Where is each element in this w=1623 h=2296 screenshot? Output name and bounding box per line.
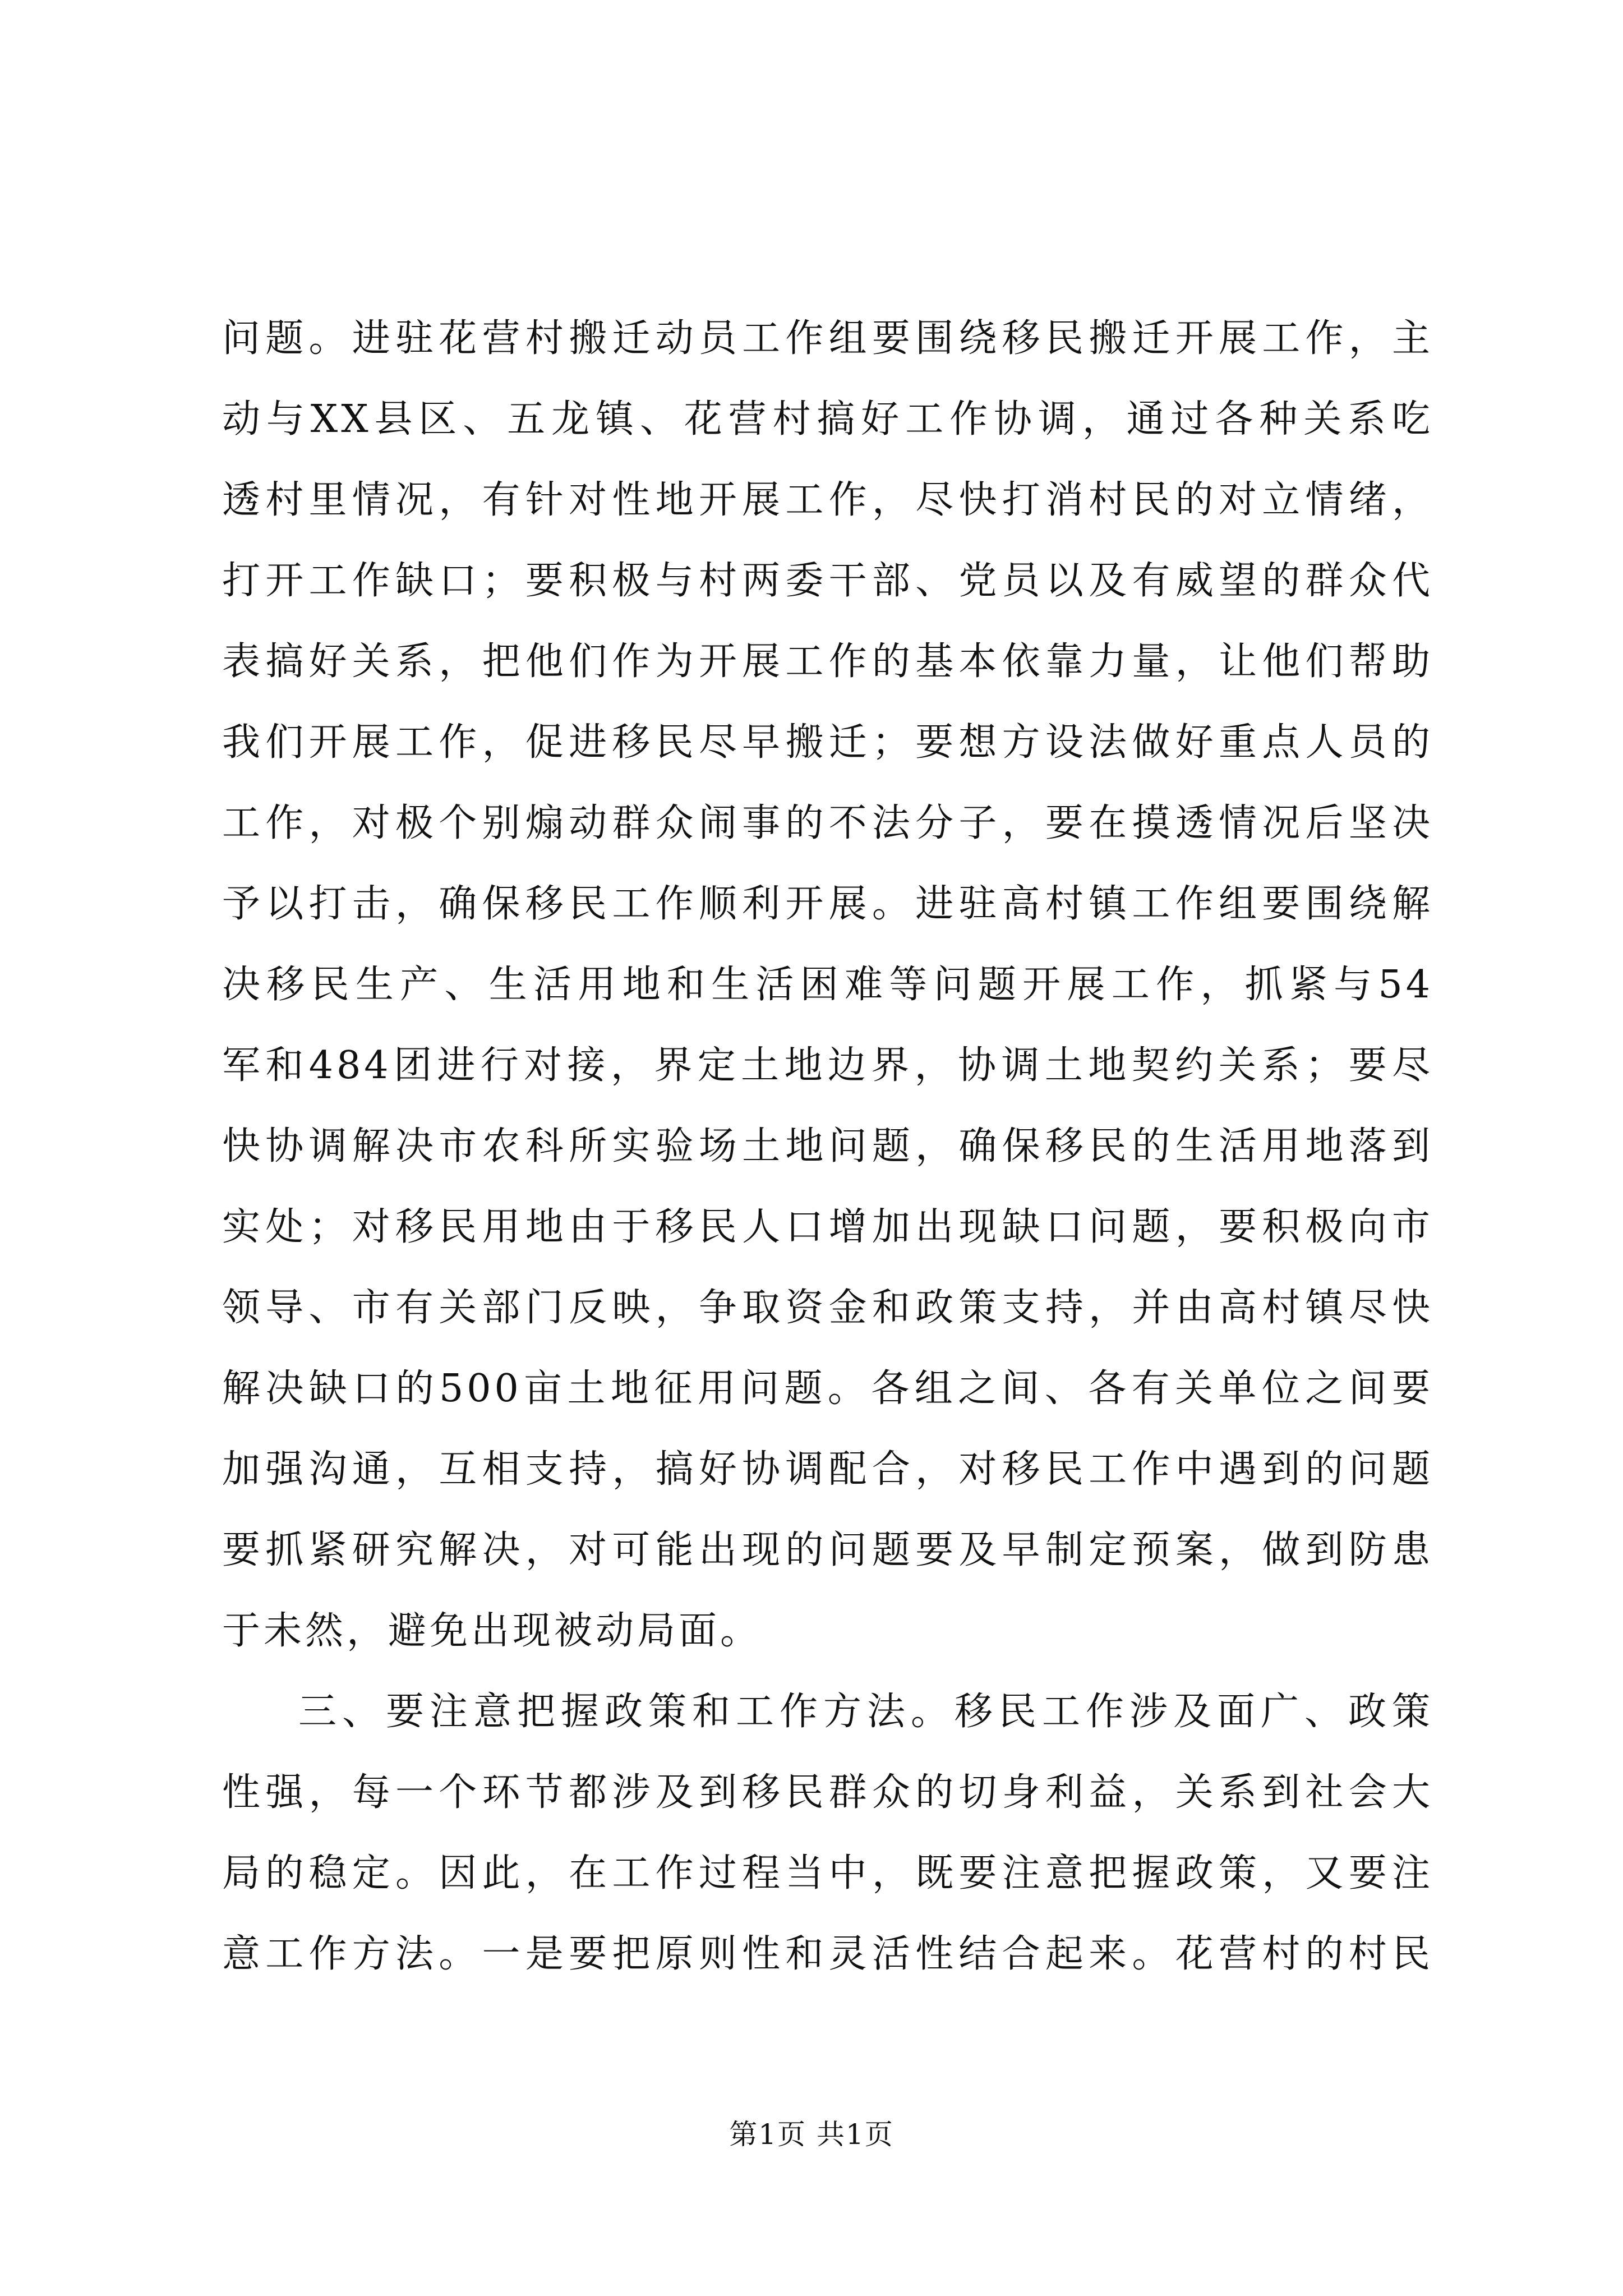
text-line: 我们开展工作，促进移民尽早搬迁；要想方设法做好重点人员的 — [222, 720, 1433, 765]
section-heading-line: 三、要注意把握政策和工作方法。移民工作涉及面广、政策 — [298, 1690, 1433, 1734]
text-line: 动与XX县区、五龙镇、花营村搞好工作协调，通过各种关系吃 — [222, 397, 1433, 441]
text-line: 实处；对移民用地由于移民人口增加出现缺口问题，要积极向市 — [222, 1205, 1433, 1249]
text-line: 表搞好关系，把他们作为开展工作的基本依靠力量，让他们帮助 — [222, 639, 1433, 684]
text-line: 意工作方法。一是要把原则性和灵活性结合起来。花营村的村民 — [222, 1932, 1433, 1976]
text-line: 决移民生产、生活用地和生活困难等问题开展工作，抓紧与54 — [222, 963, 1433, 1007]
text-line: 透村里情况，有针对性地开展工作，尽快打消村民的对立情绪， — [222, 478, 1433, 522]
text-line: 打开工作缺口；要积极与村两委干部、党员以及有威望的群众代 — [222, 559, 1433, 603]
page-number: 第1页 共1页 — [729, 2118, 894, 2151]
paragraph-end-line: 于未然，避免出现被动局面。 — [222, 1609, 762, 1653]
text-line: 予以打击，确保移民工作顺利开展。进驻高村镇工作组要围绕解 — [222, 882, 1433, 926]
text-line: 解决缺口的500亩土地征用问题。各组之间、各有关单位之间要 — [222, 1366, 1433, 1411]
text-line: 要抓紧研究解决，对可能出现的问题要及早制定预案，做到防患 — [222, 1528, 1433, 1572]
text-line: 局的稳定。因此，在工作过程当中，既要注意把握政策，又要注 — [222, 1851, 1433, 1895]
text-line: 快协调解决市农科所实验场土地问题，确保移民的生活用地落到 — [222, 1124, 1433, 1168]
text-line: 问题。进驻花营村搬迁动员工作组要围绕移民搬迁开展工作，主 — [222, 316, 1433, 361]
text-line: 领导、市有关部门反映，争取资金和政策支持，并由高村镇尽快 — [222, 1286, 1433, 1330]
text-line: 性强，每一个环节都涉及到移民群众的切身利益，关系到社会大 — [222, 1770, 1433, 1815]
page-footer — [0, 2118, 1623, 2151]
text-line: 加强沟通，互相支持，搞好协调配合，对移民工作中遇到的问题 — [222, 1447, 1433, 1492]
text-line: 工作，对极个别煽动群众闹事的不法分子，要在摸透情况后坚决 — [222, 801, 1433, 845]
document-body — [222, 298, 1433, 1995]
text-line: 军和484团进行对接，界定土地边界，协调土地契约关系；要尽 — [222, 1043, 1433, 1088]
